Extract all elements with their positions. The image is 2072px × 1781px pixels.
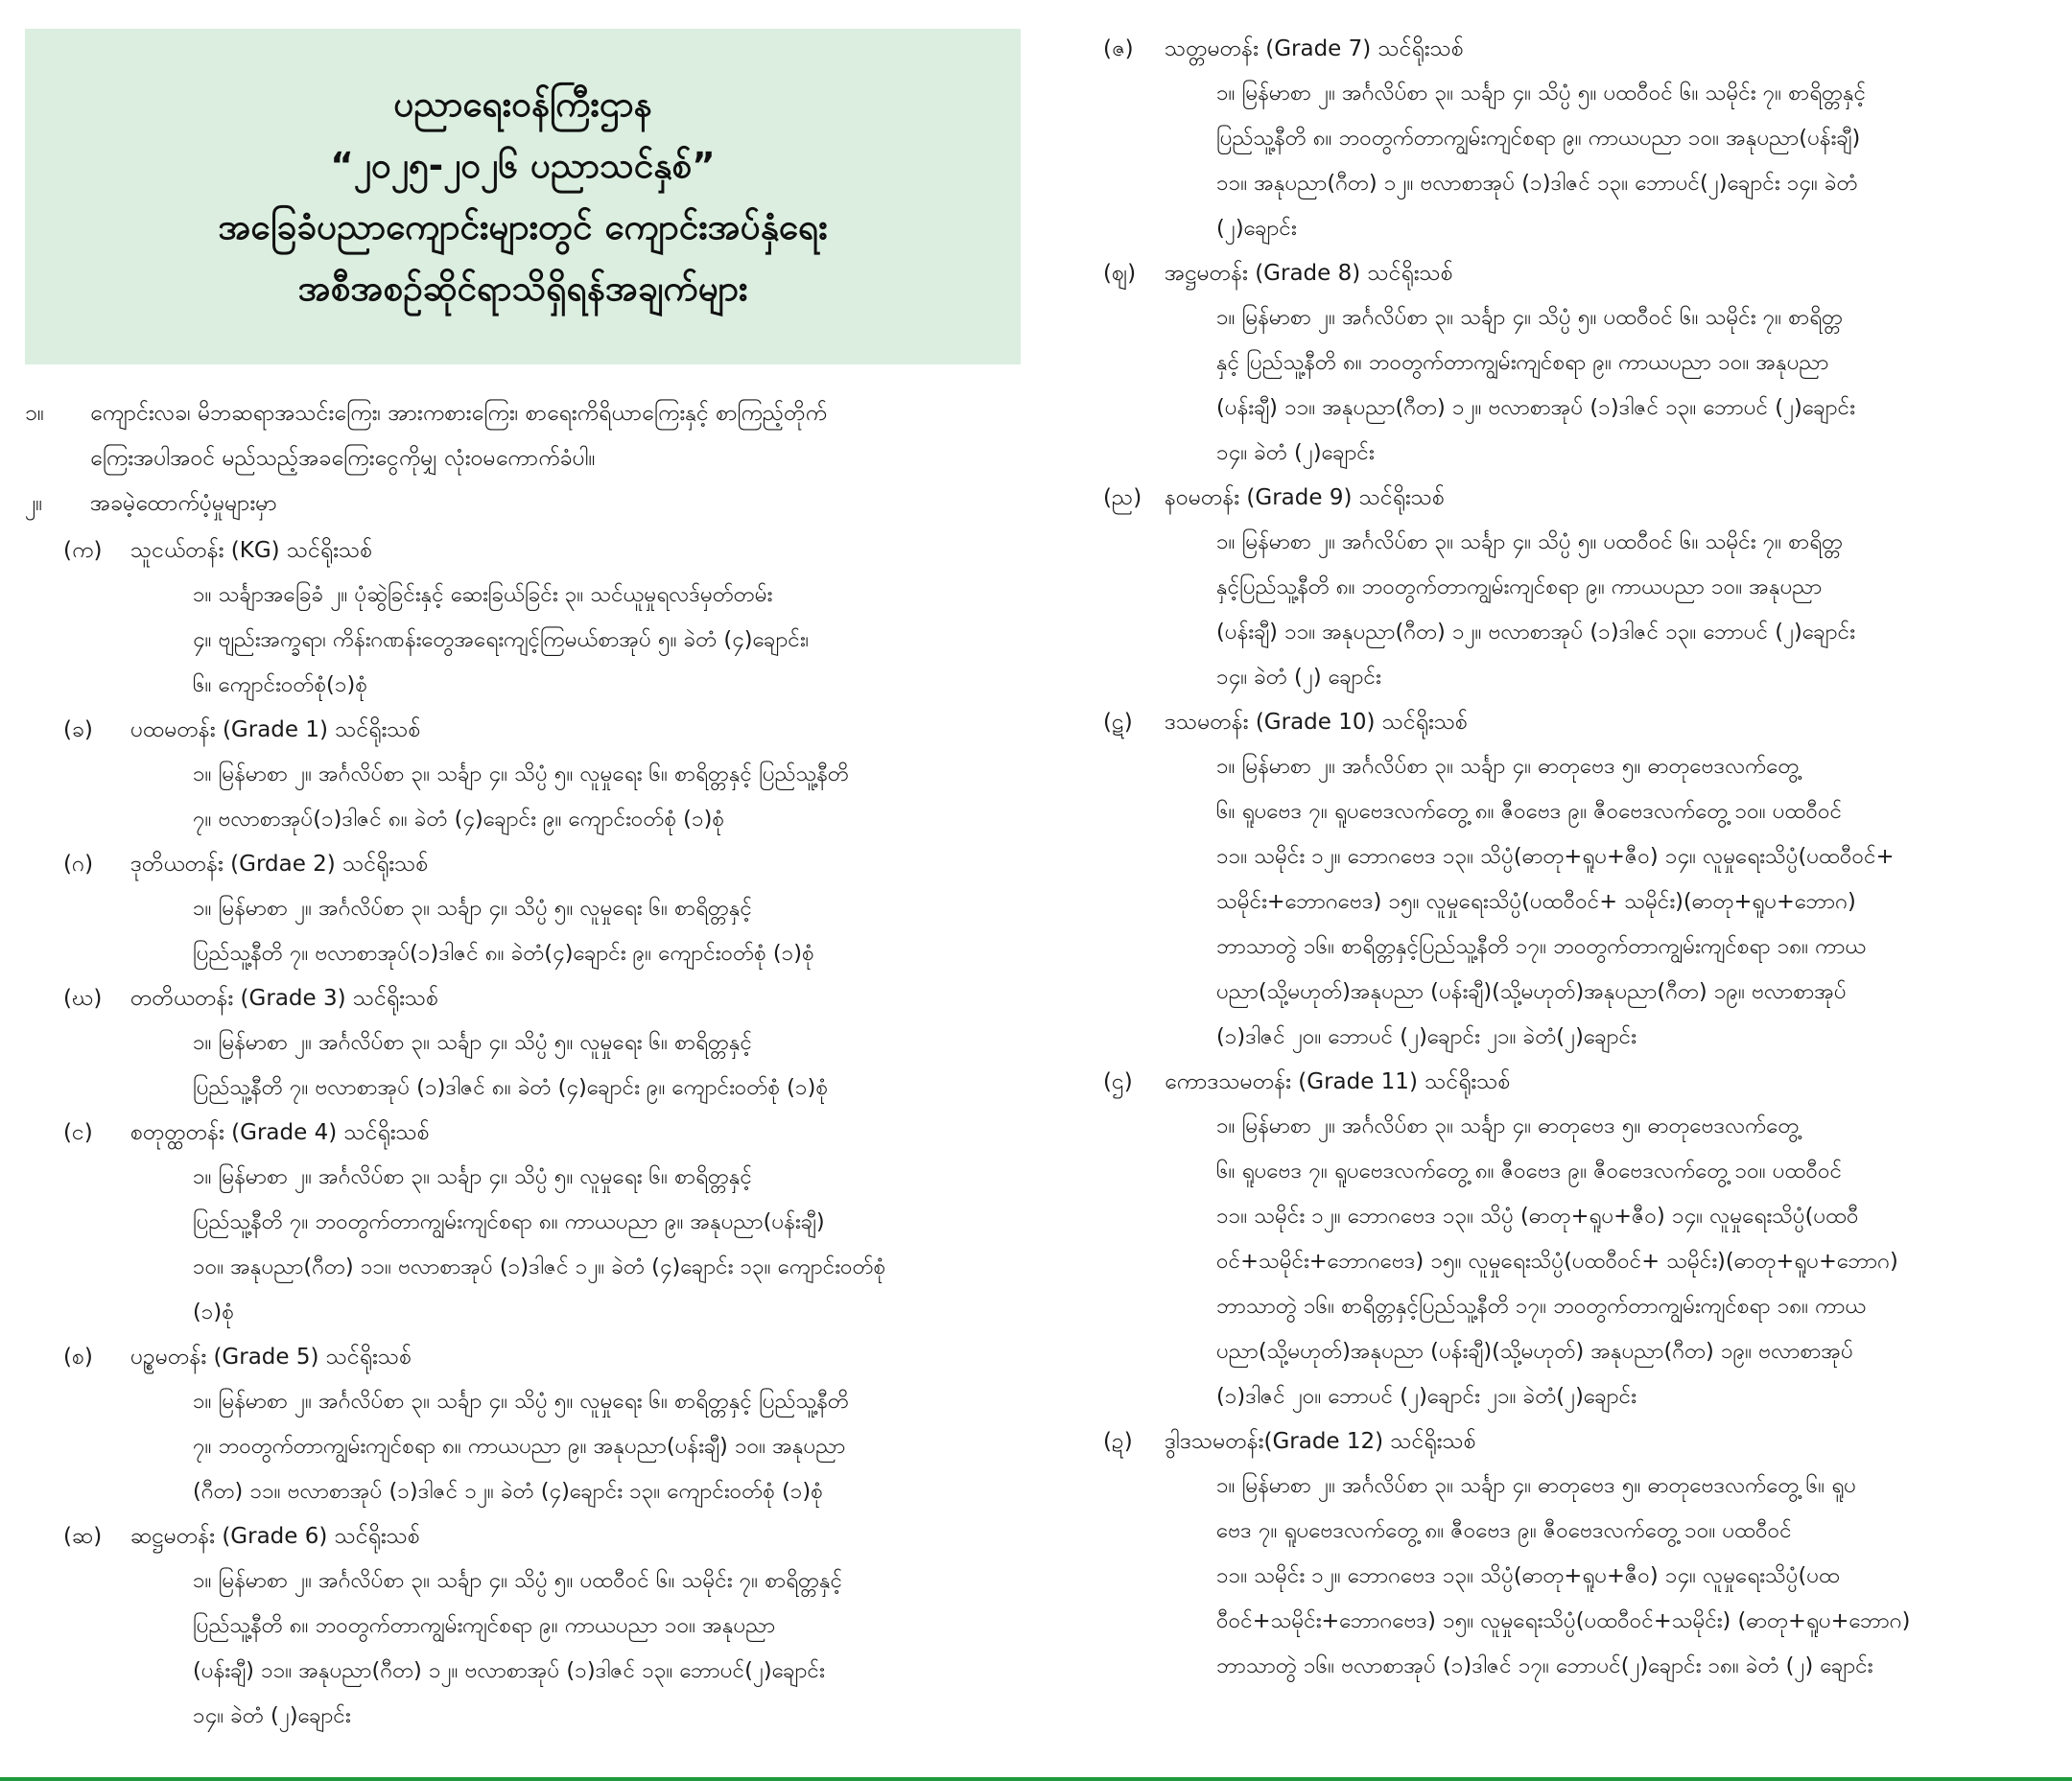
intro-text: အခမဲ့ထောက်ပံ့မှုများမှာ [90,491,277,516]
section-items [1103,744,2053,1060]
item-line: ပညာ(သို့မဟုတ်)အနုပညာ (ပန်းချီ)(သို့မဟုတ်) အနုပညာ(ဂီတ) ၁၉။ ဗလာစာအုပ် [1216,1339,1853,1364]
right-sections [1103,27,2053,1689]
right-column [1103,27,2053,1689]
item-line: ၁၄။ ခဲတံ (၂)ချောင်း [1216,440,1375,465]
item-line: (ဂီတ) ၁၁။ ဗလာစာအုပ် (၁)ဒါဇင် ၁၂။ ခဲတံ (၄)ချောင်း ၁၃။ ကျောင်းဝတ်စုံ (၁)စုံ [193,1479,823,1504]
item-line: ၆။ ရူပဗေဒ ၇။ ရူပဗေဒလက်တွေ့ ၈။ ဇီဝဗေဒ ၉။ ဇီဝဗေဒလက်တွေ့ ၁၀။ ပထဝီဝင် [1216,799,1843,824]
item-line: ၁။ မြန်မာစာ ၂။ အင်္ဂလိပ်စာ ၃။ သင်္ချာ ၄။ သိပ္ပံ ၅။ လူမှုရေး ၆။ စာရိတ္တနှင့် [193,896,752,921]
item-line: ၁၁။ သမိုင်း ၁၂။ ဘောဂဗေဒ ၁၃။ သိပ္ပံ (ဓာတု+ရူပ+ဇီဝ) ၁၄။ လူမှုရေးသိပ္ပံ(ပထဝီ [1216,1204,1859,1229]
item-line: ၁။ မြန်မာစာ ၂။ အင်္ဂလိပ်စာ ၃။ သင်္ချာ ၄။ ဓာတုဗေဒ ၅။ ဓာတုဗေဒလက်တွေ့ [1216,754,1800,779]
title-line-1: ပညာရေးဝန်ကြီးဌာန [393,83,652,125]
section-title: ဒွါဒသမတန်း(Grade 12) သင်ရိုးသစ် [1165,1429,1476,1454]
section-heading [25,976,1040,1020]
item-line: ၁။ မြန်မာစာ ၂။ အင်္ဂလိပ်စာ ၃။ သင်္ချာ ၄။ သိပ္ပံ ၅။ လူမှုရေး ၆။ စာရိတ္တနှင့် ပြည်သူ့နီတိ [193,762,849,786]
section-heading [1103,476,2053,520]
item-line: ပြည်သူ့နီတိ ၇။ ဗလာစာအုပ်(၁)ဒါဇင် ၈။ ခဲတံ(၄)ချောင်း ၉။ ကျောင်းဝတ်စုံ (၁)စုံ [193,941,814,966]
item-line: ပြည်သူ့နီတိ ၈။ ဘဝတွက်တာကျွမ်းကျင်စရာ ၉။ ကာယပညာ ၁၀။ အနုပညာ [193,1613,776,1638]
item-line: ၁။ မြန်မာစာ ၂။ အင်္ဂလိပ်စာ ၃။ သင်္ချာ ၄။ သိပ္ပံ ၅။ ပထဝီဝင် ၆။ သမိုင်း ၇။ စာရိတ္တ [1216,529,1843,554]
intro-line [25,481,1040,527]
section [25,842,1040,976]
section-label: (ဂ) [63,852,94,877]
section-title: ဒသမတန်း (Grade 10) သင်ရိုးသစ် [1165,710,1468,735]
item-line: ၁။ မြန်မာစာ ၂။ အင်္ဂလိပ်စာ ၃။ သင်္ချာ ၄။ ဓာတုဗေဒ ၅။ ဓာတုဗေဒလက်တွေ့ ၆။ ရူပ [1216,1473,1856,1498]
section-items [1103,1104,2053,1419]
item-line: ၁၁။ သမိုင်း ၁၂။ ဘောဂဗေဒ ၁၃။ သိပ္ပံ(ဓာတု+ရူပ+ဇီဝ) ၁၄။ လူမှုရေးသိပ္ပံ(ပထဝီဝင်+ [1216,844,1895,869]
section-items [25,752,1040,842]
section-title: သူငယ်တန်း (KG) သင်ရိုးသစ် [130,538,373,563]
intro-line [25,391,1040,436]
section-label: (ဆ) [63,1524,103,1549]
section-label: (င) [63,1120,93,1145]
section-items [25,886,1040,976]
section-heading [25,528,1040,573]
item-line: ၁၁။ အနုပညာ(ဂီတ) ၁၂။ ဗလာစာအုပ် (၁)ဒါဇင် ၁၃။ ဘောပင်(၂)ချောင်း ၁၄။ ခဲတံ [1216,171,1858,196]
section-items [25,1379,1040,1514]
section-heading [1103,27,2053,71]
item-line: သမိုင်း+ဘောဂဗေဒ) ၁၅။ လူမှုရေးသိပ္ပံ(ပထဝီဝင်+ သမိုင်း)(ဓာတု+ရူပ+ဘောဂ) [1216,889,1856,914]
section-label: (ဈ) [1103,261,1137,286]
intro-number: ၂။ [25,491,43,516]
section [25,528,1040,708]
item-line: ၄။ ဗျည်းအက္ခရာ၊ ကိန်းဂဏန်းတွေအရေးကျင့်ကြမယ်စာအုပ် ၅။ ခဲတံ (၄)ချောင်း၊ [193,627,810,652]
item-line: ၁။ မြန်မာစာ ၂။ အင်္ဂလိပ်စာ ၃။ သင်္ချာ ၄။ သိပ္ပံ ၅။ ပထဝီဝင် ၆။ သမိုင်း ၇။ စာရိတ္တနှင့် [193,1568,843,1593]
section-label: (ဌ) [1103,1069,1133,1094]
section-title: အဋ္ဌမတန်း (Grade 8) သင်ရိုးသစ် [1165,261,1453,286]
item-line: ဘာသာတွဲ ၁၆။ စာရိတ္တနှင့်ပြည်သူ့နီတိ ၁၇။ ဘဝတွက်တာကျွမ်းကျင်စရာ ၁၈။ ကာယ [1216,1294,1867,1319]
section-heading [1103,251,2053,295]
section [1103,700,2053,1060]
item-line: ပြည်သူ့နီတိ ၇။ ဗလာစာအုပ် (၁)ဒါဇင် ၈။ ခဲတံ (၄)ချောင်း ၉။ ကျောင်းဝတ်စုံ (၁)စုံ [193,1075,829,1100]
section-label: (ည) [1103,485,1142,510]
section-title: နဝမတန်း (Grade 9) သင်ရိုးသစ် [1165,485,1445,510]
item-line: ပြည်သူ့နီတိ ၇။ ဘဝတွက်တာကျွမ်းကျင်စရာ ၈။ ကာယပညာ ၉။ အနုပညာ(ပန်းချီ) [193,1209,825,1234]
item-line: ၆။ ရူပဗေဒ ၇။ ရူပဗေဒလက်တွေ့ ၈။ ဇီဝဗေဒ ၉။ ဇီဝဗေဒလက်တွေ့ ၁၀။ ပထဝီဝင် [1216,1159,1843,1183]
item-line: ၁၁။ သမိုင်း ၁၂။ ဘောဂဗေဒ ၁၃။ သိပ္ပံ(ဓာတု+ရူပ+ဇီဝ) ၁၄။ လူမှုရေးသိပ္ပံ(ပထ [1216,1563,1840,1588]
item-line: ဝီဝင်+သမိုင်း+ဘောဂဗေဒ) ၁၅။ လူမှုရေးသိပ္ပံ(ပထဝီဝင်+သမိုင်း) (ဓာတု+ရူပ+ဘောဂ) [1216,1608,1911,1633]
section-items [1103,1464,2053,1689]
section-heading [25,842,1040,886]
item-line: (ပန်းချီ) ၁၁။ အနုပညာ(ဂီတ) ၁၂။ ဗလာစာအုပ် (၁)ဒါဇင် ၁၃။ ဘောပင် (၂)ချောင်း [1216,395,1855,420]
title-box [25,29,1021,364]
section-label: (ဍ) [1103,1429,1133,1454]
item-line: နှင့်ပြည်သူ့နီတိ ၈။ ဘဝတွက်တာကျွမ်းကျင်စရာ ၉။ ကာယပညာ ၁၀။ အနုပညာ [1216,574,1823,599]
section-title: ပထမတန်း (Grade 1) သင်ရိုးသစ် [130,717,421,742]
section-items [1103,71,2053,251]
left-sections [25,528,1040,1739]
section-heading [25,708,1040,752]
item-line: ပညာ(သို့မဟုတ်)အနုပညာ (ပန်းချီ)(သို့မဟုတ်)အနုပညာ(ဂီတ) ၁၉။ ဗလာစာအုပ် [1216,979,1847,1004]
section-label: (ဇ) [1103,36,1134,61]
section-heading [1103,700,2053,744]
section-title: ဒုတိယတန်း (Grdae 2) သင်ရိုးသစ် [130,852,429,877]
section-label: (စ) [63,1345,93,1370]
item-line: ၁။ မြန်မာစာ ၂။ အင်္ဂလိပ်စာ ၃။ သင်္ချာ ၄။ သိပ္ပံ ၅။ လူမှုရေး ၆။ စာရိတ္တနှင့် [193,1030,752,1055]
item-line: ၁၄။ ခဲတံ (၂) ချောင်း [1216,665,1381,690]
section-label: (ဃ) [63,986,103,1011]
section-title: ပဉ္စမတန်း (Grade 5) သင်ရိုးသစ် [130,1345,412,1370]
item-line: ၁။ မြန်မာစာ ၂။ အင်္ဂလိပ်စာ ၃။ သင်္ချာ ၄။ သိပ္ပံ ၅။ ပထဝီဝင် ၆။ သမိုင်း ၇။ စာရိတ္တ [1216,305,1843,330]
item-line: ၁၄။ ခဲတံ (၂)ချောင်း [193,1703,351,1728]
section [1103,1419,2053,1689]
section [25,1111,1040,1335]
section [1103,27,2053,251]
intro-text: ကျောင်းလခ၊ မိဘဆရာအသင်းကြေး၊ အားကစားကြေး၊ စာရေးကိရိယာကြေးနှင့် စာကြည့်တိုက် [90,401,828,426]
item-line: (ပန်းချီ) ၁၁။ အနုပညာ(ဂီတ) ၁၂။ ဗလာစာအုပ် (၁)ဒါဇင် ၁၃။ ဘောပင် (၂)ချောင်း [1216,620,1855,644]
section-heading [1103,1419,2053,1464]
item-line: နှင့် ပြည်သူ့နီတိ ၈။ ဘဝတွက်တာကျွမ်းကျင်စရာ ၉။ ကာယပညာ ၁၀။ အနုပညာ [1216,350,1829,375]
item-line: ဗေဒ ၇။ ရူပဗေဒလက်တွေ့ ၈။ ဇီဝဗေဒ ၉။ ဇီဝဗေဒလက်တွေ့ ၁၀။ ပထဝီဝင် [1216,1518,1792,1543]
item-line: ဝင်+သမိုင်း+ဘောဂဗေဒ) ၁၅။ လူမှုရေးသိပ္ပံ(ပထဝီဝင်+ သမိုင်း)(ဓာတု+ရူပ+ဘောဂ) [1216,1249,1898,1274]
section [1103,476,2053,700]
item-line: (ပန်းချီ) ၁၁။ အနုပညာ(ဂီတ) ၁၂။ ဗလာစာအုပ် (၁)ဒါဇင် ၁၃။ ဘောပင်(၂)ချောင်း [193,1658,825,1683]
section [25,976,1040,1111]
section-title: ဆဋ္ဌမတန်း (Grade 6) သင်ရိုးသစ် [130,1524,420,1549]
item-line: ၁။ မြန်မာစာ ၂။ အင်္ဂလိပ်စာ ၃။ သင်္ချာ ၄။ သိပ္ပံ ၅။ လူမှုရေး ၆။ စာရိတ္တနှင့် ပြည်သူ့နီတိ [193,1389,849,1414]
intro-line: ကြေးအပါအဝင် မည်သည့်အခကြေးငွေကိုမျှ လုံးဝမကောက်ခံပါ။ [90,446,596,471]
item-line: (၁)ဒါဇင် ၂၀။ ဘောပင် (၂)ချောင်း ၂၁။ ခဲတံ(၂)ချောင်း [1216,1384,1636,1409]
title-line-2: “၂၀၂၅-၂၀၂၆ ပညာသင်နှစ်” [330,145,716,186]
section-items [1103,295,2053,476]
item-line: ဘာသာတွဲ ၁၆။ ဗလာစာအုပ် (၁)ဒါဇင် ၁၇။ ဘောပင်(၂)ချောင်း ၁၈။ ခဲတံ (၂) ချောင်း [1216,1653,1873,1678]
section-items [1103,520,2053,700]
section-title: တတိယတန်း (Grade 3) သင်ရိုးသစ် [130,986,439,1011]
item-line: ၁။ မြန်မာစာ ၂။ အင်္ဂလိပ်စာ ၃။ သင်္ချာ ၄။ သိပ္ပံ ၅။ ပထဝီဝင် ၆။ သမိုင်း ၇။ စာရိတ္တနှင့် [1216,81,1867,105]
item-line: ၁။ သင်္ချာအခြေခံ ၂။ ပုံဆွဲခြင်းနှင့် ဆေးခြယ်ခြင်း ၃။ သင်ယူမှုရလဒ်မှတ်တမ်း [193,582,773,607]
section-items [25,1558,1040,1739]
title-line-3: အခြေခံပညာကျောင်းများတွင် ကျောင်းအပ်နှံရေး [218,206,828,247]
section-items [25,573,1040,708]
item-line: ဘာသာတွဲ ၁၆။ စာရိတ္တနှင့်ပြည်သူ့နီတိ ၁၇။ ဘဝတွက်တာကျွမ်းကျင်စရာ ၁၈။ ကာယ [1216,934,1867,959]
section-title: သတ္တမတန်း (Grade 7) သင်ရိုးသစ် [1165,36,1464,61]
intro-number: ၁။ [25,401,44,426]
section-heading [25,1111,1040,1155]
item-line: ၆။ ကျောင်းဝတ်စုံ(၁)စုံ [193,672,367,697]
section-items [25,1020,1040,1111]
title-line-4: အစီအစဉ်ဆိုင်ရာသိရှိရန်အချက်များ [297,268,748,309]
section-items [25,1155,1040,1335]
section-heading [25,1335,1040,1379]
intro-list [25,391,1040,527]
item-line: ၇။ ဘဝတွက်တာကျွမ်းကျင်စရာ ၈။ ကာယပညာ ၉။ အနုပညာ(ပန်းချီ) ၁၀။ အနုပညာ [193,1434,846,1459]
section-heading [1103,1060,2053,1104]
section-label: (က) [63,538,103,563]
item-line: (၁)ဒါဇင် ၂၀။ ဘောပင် (၂)ချောင်း ၂၁။ ခဲတံ(၂)ချောင်း [1216,1024,1636,1049]
item-line: ပြည်သူ့နီတိ ၈။ ဘဝတွက်တာကျွမ်းကျင်စရာ ၉။ ကာယပညာ ၁၀။ အနုပညာ(ပန်းချီ) [1216,126,1861,151]
section-title: ကောဒသမတန်း (Grade 11) သင်ရိုးသစ် [1165,1069,1511,1094]
item-line: ၁။ မြန်မာစာ ၂။ အင်္ဂလိပ်စာ ၃။ သင်္ချာ ၄။ သိပ္ပံ ၅။ လူမှုရေး ၆။ စာရိတ္တနှင့် [193,1164,752,1189]
section [25,1335,1040,1514]
item-line: (၁)စုံ [193,1300,234,1324]
section-title: စတုတ္ထတန်း (Grade 4) သင်ရိုးသစ် [130,1120,430,1145]
section [25,708,1040,842]
item-line: (၂)ချောင်း [1216,216,1297,241]
item-line: ၇။ ဗလာစာအုပ်(၁)ဒါဇင် ၈။ ခဲတံ (၄)ချောင်း ၉။ ကျောင်းဝတ်စုံ (၁)စုံ [193,807,725,832]
section-label: (ဋ) [1103,710,1133,735]
left-column [25,391,1040,1739]
section [25,1514,1040,1739]
section-heading [25,1514,1040,1558]
section [1103,251,2053,476]
item-line: ၁၀။ အနုပညာ(ဂီတ) ၁၁။ ဗလာစာအုပ် (၁)ဒါဇင် ၁၂။ ခဲတံ (၄)ချောင်း ၁၃။ ကျောင်းဝတ်စုံ [193,1254,886,1279]
item-line: ၁။ မြန်မာစာ ၂။ အင်္ဂလိပ်စာ ၃။ သင်္ချာ ၄။ ဓာတုဗေဒ ၅။ ဓာတုဗေဒလက်တွေ့ [1216,1113,1800,1138]
section [1103,1060,2053,1419]
section-label: (ခ) [63,717,93,742]
